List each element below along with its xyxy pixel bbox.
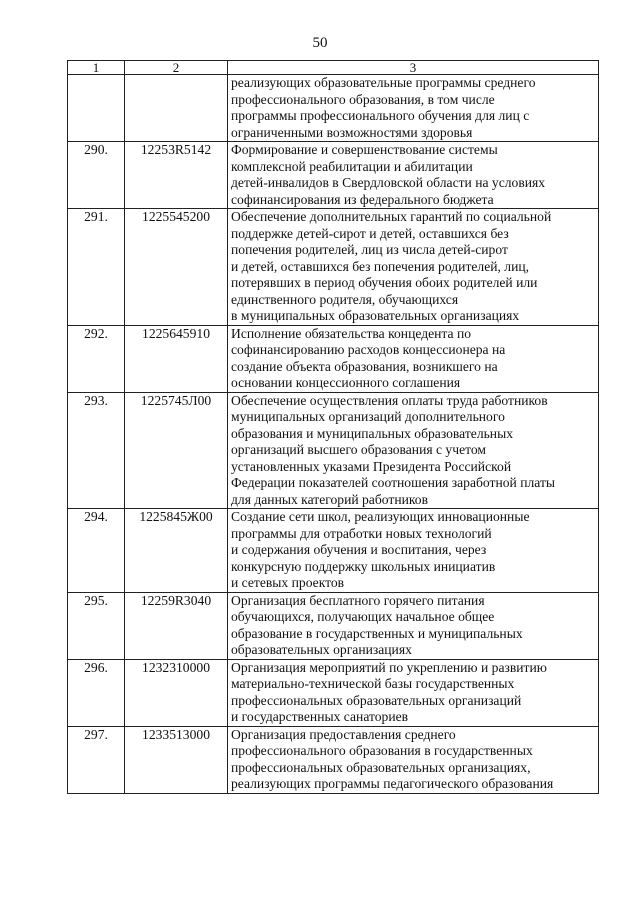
- description-line: образовательных организациях: [231, 642, 412, 657]
- description-line: софинансирования из федерального бюджета: [231, 191, 494, 207]
- description-line: попечения родителей, лиц из числа детей-сирот: [231, 242, 508, 257]
- table-row: [68, 392, 599, 509]
- description-line: Федерации показателей соотношения заработной платы: [231, 475, 556, 490]
- budget-code: 1232310000: [125, 659, 228, 726]
- description-line: софинансированию расходов концессионера на: [231, 342, 506, 357]
- row-number: 290.: [68, 142, 125, 209]
- column-header-3: 3: [228, 61, 599, 75]
- description-line: Формирование и совершенствование системы: [231, 142, 498, 157]
- description-line: образование в государственных и муниципальных: [231, 625, 523, 641]
- description-line: муниципальных организаций дополнительного: [231, 409, 505, 424]
- description-line: профессионального образования, в том числе: [231, 91, 495, 107]
- description: [228, 75, 599, 142]
- table-row: [68, 509, 599, 593]
- description-line: комплексной реабилитации и абилитации: [231, 158, 473, 174]
- row-number: [68, 75, 125, 142]
- description-line: и детей, оставшихся без попечения родителей, лиц,: [231, 258, 530, 274]
- description: [228, 392, 599, 509]
- description: [228, 325, 599, 392]
- description-line: Организация предоставления среднего: [231, 726, 456, 742]
- budget-code: 1225845Ж00: [125, 509, 228, 593]
- description-line: основании концессионного соглашения: [231, 375, 461, 390]
- table-row: [68, 726, 599, 793]
- description-line: конкурсную поддержку школьных инициатив: [231, 558, 496, 574]
- row-number: 292.: [68, 325, 125, 392]
- description-line: Организация бесплатного горячего питания: [231, 592, 485, 608]
- description-line: поддержке детей-сирот и детей, оставшихся без: [231, 225, 509, 241]
- description-line: в муниципальных образовательных организациях: [231, 308, 520, 323]
- description-line: потерявших в период обучения обоих родителей или: [231, 275, 538, 290]
- description: [228, 509, 599, 593]
- column-header-1: 1: [68, 61, 125, 75]
- description-line: Создание сети школ, реализующих инновационные: [231, 509, 530, 524]
- table-body: [68, 75, 599, 794]
- table-row: [68, 592, 599, 659]
- description-line: образования и муниципальных образовательных: [231, 425, 514, 441]
- description-line: единственного родителя, обучающихся: [231, 291, 459, 307]
- budget-code: 12259R3040: [125, 592, 228, 659]
- description-line: реализующих образовательные программы среднего: [231, 75, 536, 90]
- description-line: профессиональных образовательных организаций: [231, 692, 522, 708]
- description-line: и содержания обучения и воспитания, через: [231, 542, 487, 557]
- description-line: программы для отработки новых технологий: [231, 525, 492, 541]
- table-row: [68, 325, 599, 392]
- budget-code: 1225745Л00: [125, 392, 228, 509]
- column-header-2: 2: [125, 61, 228, 75]
- budget-code: [125, 75, 228, 142]
- row-number: 295.: [68, 592, 125, 659]
- description: [228, 209, 599, 326]
- row-number: 291.: [68, 209, 125, 326]
- description: [228, 726, 599, 793]
- budget-code: 1233513000: [125, 726, 228, 793]
- table-row: [68, 142, 599, 209]
- budget-code: 12253R5142: [125, 142, 228, 209]
- description-line: обучающихся, получающих начальное общее: [231, 609, 495, 624]
- description-line: организаций высшего образования с учетом: [231, 442, 487, 457]
- description-line: и сетевых проектов: [231, 575, 345, 590]
- description-line: для данных категорий работников: [231, 491, 428, 507]
- description-line: создание объекта образования, возникшего на: [231, 358, 498, 374]
- description-line: программы профессионального обучения для лиц с: [231, 108, 530, 123]
- table-row: [68, 209, 599, 326]
- description: [228, 142, 599, 209]
- description-line: Организация мероприятий по укреплению и развитию: [231, 659, 547, 675]
- table-row: [68, 659, 599, 726]
- table-row: [68, 75, 599, 142]
- description-line: реализующих программы педагогического образования: [231, 776, 554, 791]
- budget-code: 1225545200: [125, 209, 228, 326]
- description: [228, 659, 599, 726]
- row-number: 296.: [68, 659, 125, 726]
- budget-code-table: [67, 60, 599, 794]
- description-line: Исполнение обязательства концедента по: [231, 325, 472, 341]
- description-line: детей-инвалидов в Свердловской области на условиях: [231, 175, 546, 190]
- row-number: 297.: [68, 726, 125, 793]
- description-line: и государственных санаториев: [231, 709, 409, 724]
- description-line: Обеспечение дополнительных гарантий по социальной: [231, 209, 552, 224]
- description-line: установленных указами Президента Российской: [231, 458, 512, 474]
- description-line: ограниченными возможностями здоровья: [231, 124, 473, 140]
- page-number: 50: [312, 35, 328, 51]
- description-line: Обеспечение осуществления оплаты труда работников: [231, 392, 548, 408]
- row-number: 294.: [68, 509, 125, 593]
- budget-code: 1225645910: [125, 325, 228, 392]
- description-line: материально-технической базы государственных: [231, 676, 515, 691]
- description-line: профессионального образования в государственных: [231, 743, 533, 758]
- row-number: 293.: [68, 392, 125, 509]
- description-line: профессиональных образовательных организациях,: [231, 759, 531, 775]
- description: [228, 592, 599, 659]
- table-header-row: [68, 61, 599, 75]
